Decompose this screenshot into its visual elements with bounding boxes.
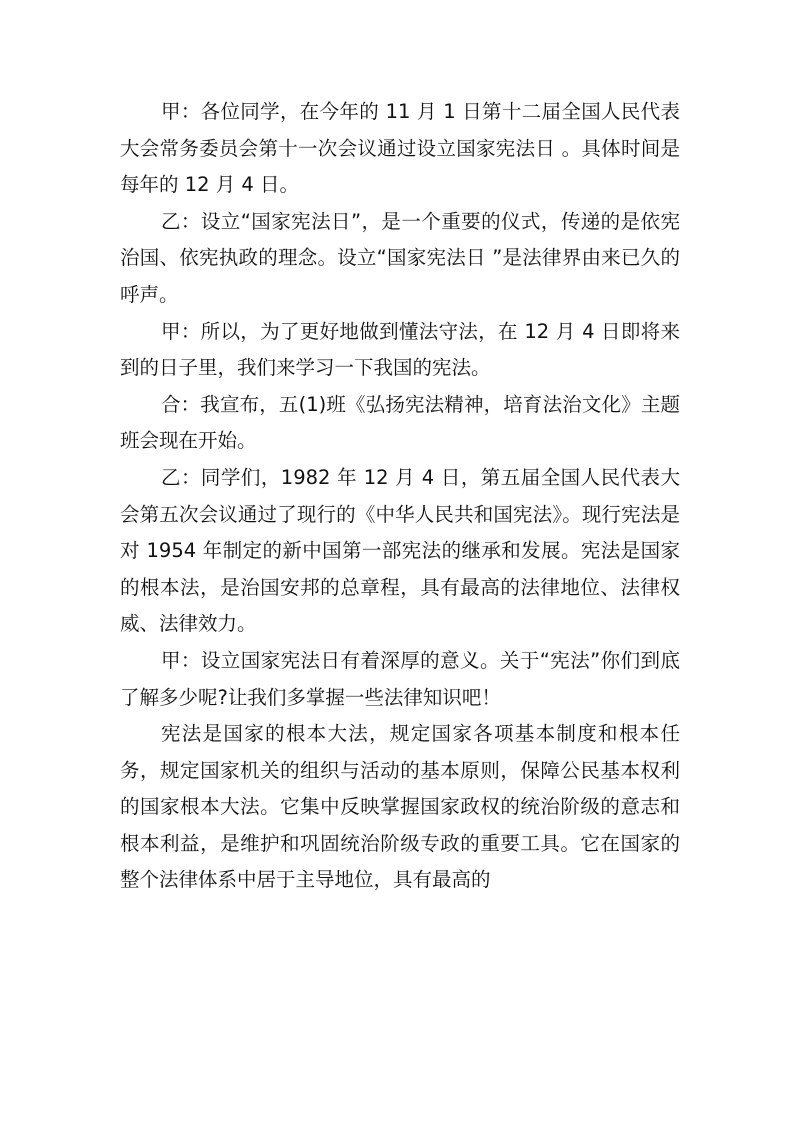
- paragraph-yi-significance: 乙：设立“国家宪法日”，是一个重要的仪式，传递的是依宪治国、依宪执政的理念。设立“国家宪法日 ”是法律界由来已久的呼声。: [120, 209, 680, 306]
- paragraph-constitution-definition: 宪法是国家的根本大法，规定国家各项基本制度和根本任务，规定国家机关的组织与活动的基本原则，保障公民基本权利的国家根本大法。它集中反映掌握国家政权的统治阶级的意志和根本利益，是维护和巩固统治阶级专政的重要工具。它在国家的整个法律体系中居于主导地位，具有最高的: [120, 722, 680, 892]
- paragraph-jia-opening: 甲：各位同学，在今年的 11 月 1 日第十二届全国人民代表大会常务委员会第十一次会议通过设立国家宪法日 。具体时间是每年的 12 月 4 日。: [120, 100, 680, 197]
- paragraph-yi-history: 乙：同学们，1982 年 12 月 4 日，第五届全国人民代表大会第五次会议通过了现行的《中华人民共和国宪法》。现行宪法是对 1954 年制定的新中国第一部宪法的继承和发展。宪法是国家的根本法，是治国安邦的总章程，具有最高的法律地位、法律权威、法律效力。: [120, 465, 680, 636]
- paragraph-jia-learning: 甲：所以，为了更好地做到懂法守法，在 12 月 4 日即将来到的日子里，我们来学习一下我国的宪法。: [120, 319, 680, 380]
- paragraph-jia-meaning: 甲：设立国家宪法日有着深厚的意义。关于“宪法”你们到底了解多少呢?让我们多掌握一些法律知识吧！: [120, 648, 680, 709]
- document-body: [120, 94, 680, 899]
- paragraph-he-announcement: 合：我宣布，五(1)班《弘扬宪法精神，培育法治文化》主题班会现在开始。: [120, 392, 680, 453]
